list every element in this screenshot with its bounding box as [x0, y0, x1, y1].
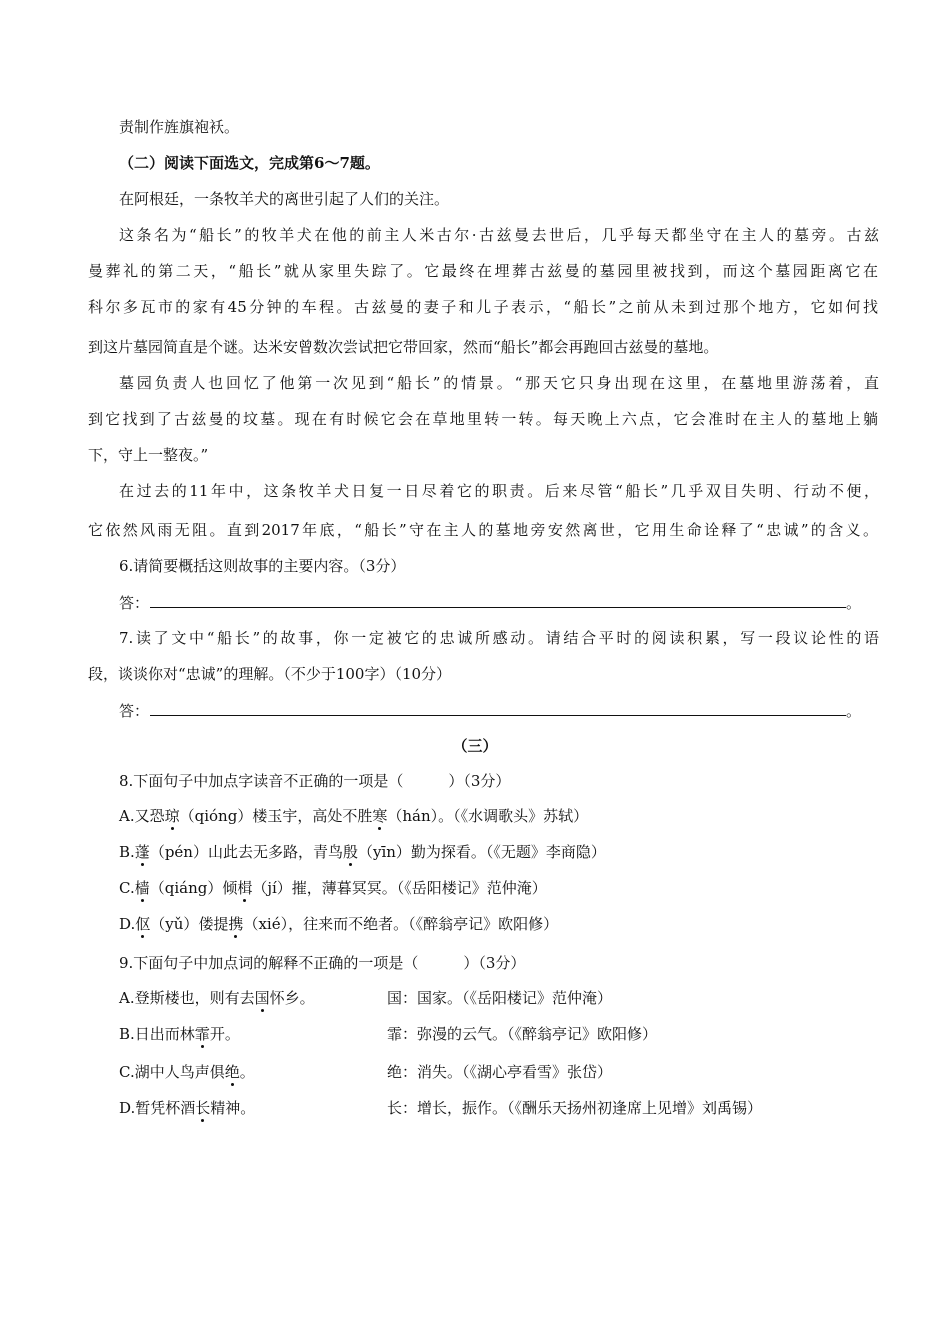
dotted-char: 长	[195, 1099, 211, 1117]
dotted-char: 琼	[164, 807, 180, 825]
option-c: C.樯（qiáng）倾楫（jí）摧，薄暮冥冥。（《岳阳楼记》范仲淹）	[119, 879, 547, 897]
paragraph-line: 下，守上一整夜。”	[88, 446, 209, 464]
paragraph-line: 这条名为“船长”的牧羊犬在他的前主人米古尔·古兹曼去世后，几乎每天都坐守在主人的墓旁。古兹	[119, 226, 879, 244]
option-c: C.湖中人鸟声俱绝。	[119, 1063, 255, 1081]
answer-label: 答：	[119, 594, 150, 612]
paragraph-line: 到它找到了古兹曼的坟墓。现在有时候它会在草地里转一转。每天晚上六点，它会准时在主人的墓地上躺	[88, 410, 878, 428]
dotted-char: 殷	[342, 843, 358, 861]
text-line: 责制作旌旗袍袄。	[119, 118, 240, 136]
paragraph-line: 墓园负责人也回忆了他第一次见到“船长”的情景。“那天它只身出现在这里，在墓地里游荡着，直	[119, 374, 879, 392]
option-a-explanation: 国：国家。（《岳阳楼记》范仲淹）	[387, 989, 613, 1007]
dotted-char: 国	[254, 989, 270, 1007]
dotted-char: 蓬	[134, 843, 150, 861]
option-b: B.蓬（pén）山此去无多路，青鸟殷（yīn）勤为探看。（《无题》李商隐）	[119, 843, 606, 861]
option-d-explanation: 长：增长，振作。（《酬乐天扬州初逢席上见增》刘禹锡）	[387, 1099, 763, 1117]
option-a: A.登斯楼也，则有去国怀乡。	[119, 989, 315, 1007]
dotted-char: 绝	[224, 1063, 240, 1081]
option-d: D.伛（yǔ）偻提携（xié），往来而不绝者。（《醉翁亭记》欧阳修）	[119, 915, 559, 933]
option-a: A.又恐琼（qióng）楼玉宇，高处不胜寒（hán）。（《水调歌头》苏轼）	[119, 807, 589, 825]
dotted-char: 携	[228, 915, 244, 933]
dotted-char: 寒	[372, 807, 388, 825]
paragraph-line: 科尔多瓦市的家有45分钟的车程。古兹曼的妻子和儿子表示，“船长”之前从未到过那个地方，它如何找	[88, 298, 878, 316]
answer-period: 。	[846, 702, 862, 720]
paragraph-line: 在过去的11年中，这条牧羊犬日复一日尽着它的职责。后来尽管“船长”几乎双目失明、行动不便，	[119, 482, 879, 500]
option-c-explanation: 绝：消失。（《湖心亭看雪》张岱）	[387, 1063, 613, 1081]
section-three-heading: （三）	[452, 737, 498, 755]
dotted-char: 霏	[194, 1025, 210, 1043]
question-6: 6.请简要概括这则故事的主要内容。（3分）	[119, 557, 406, 575]
question-7-cont: 段，谈谈你对“忠诚”的理解。（不少于100字）（10分）	[88, 665, 452, 683]
question-9: 9.下面句子中加点词的解释不正确的一项是（ ）（3分）	[119, 954, 526, 972]
answer-line-7[interactable]	[150, 715, 846, 716]
paragraph-line: 在阿根廷，一条牧羊犬的离世引起了人们的关注。	[119, 190, 450, 208]
question-7: 7.读了文中“船长”的故事，你一定被它的忠诚所感动。请结合平时的阅读积累，写一段议论性的语	[119, 629, 879, 647]
paragraph-line: 曼葬礼的第二天，“船长”就从家里失踪了。它最终在埋葬古兹曼的墓园里被找到，而这个墓园距离它在	[88, 262, 878, 280]
option-b-explanation: 霏：弥漫的云气。（《醉翁亭记》欧阳修）	[387, 1025, 658, 1043]
answer-label: 答：	[119, 702, 150, 720]
paragraph-line: 它依然风雨无阻。直到2017年底，“船长”守在主人的墓地旁安然离世，它用生命诠释了“忠诚”的含义。	[88, 521, 878, 539]
option-b: B.日出而林霏开。	[119, 1025, 240, 1043]
question-8: 8.下面句子中加点字读音不正确的一项是（ ）（3分）	[119, 772, 511, 790]
paragraph-line: 到这片墓园简直是个谜。达米安曾数次尝试把它带回家，然而“船长”都会再跑回古兹曼的墓地。	[88, 338, 719, 356]
option-d: D.暂凭杯酒长精神。	[119, 1099, 256, 1117]
answer-line-6[interactable]	[150, 607, 846, 608]
answer-period: 。	[846, 594, 862, 612]
dotted-char: 楫	[237, 879, 253, 897]
dotted-char: 伛	[135, 915, 151, 933]
section-heading: （二）阅读下面选文，完成第6～7题。	[119, 154, 380, 172]
dotted-char: 樯	[134, 879, 150, 897]
